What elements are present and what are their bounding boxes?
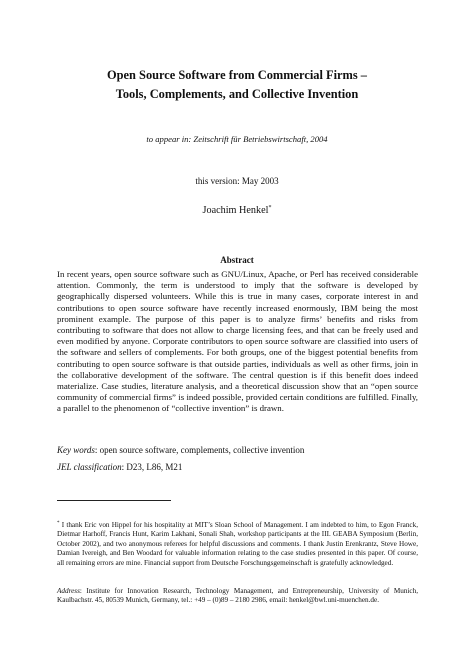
footnote-mark: * <box>57 521 60 526</box>
abstract-body: In recent years, open source software such as GNU/Linux, Apache, or Perl has received considerable attention. Commonly, the term is understood to imply that the software is developed by geographically dispersed volunteers. While this is true in many cases, corporate interest in and contributions to open source software have recently increased enormously, IBM being the most prominent example. The purpose of this paper is to analyze firms’ benefits and risks from contributing to software that does not allow to charge licensing fees, and that can be freely used and even modified by anyone. Corporate contributors to open source software are classified into users of the software and sellers of complements. For both groups, one of the biggest potential benefits from contributing to open source software is that outside parties, individuals as well as other firms, join in the collaborative development of the software. The central question is if this benefit does indeed materialize. Case studies, literature analysis, and a theoretical discussion show that an “open source community of commercial firms” is indeed possible, provided certain conditions are fulfilled. Finally, a parallel to the phenomenon of “collective invention” is drawn. <box>57 269 418 414</box>
footnote-separator <box>57 500 171 501</box>
author-footnote-mark: * <box>268 205 272 211</box>
abstract-heading: Abstract <box>220 255 254 265</box>
version-date: this version: May 2003 <box>195 176 279 186</box>
address-text: : Institute for Innovation Research, Technology Management, and Entrepreneurship, University of Munich, Kaulbachstr. 45, 80539 Munich, Germany, tel.: +49 – (0)89 – 2180 2986, email: henkel@bwl.uni-muenchen.de. <box>57 587 418 605</box>
keywords-label: Key words <box>57 445 95 455</box>
keywords-line <box>57 445 418 456</box>
address-label: Address <box>57 587 80 595</box>
author-line <box>40 205 434 216</box>
author-name: Joachim Henkel <box>202 205 269 216</box>
author-address <box>57 587 418 606</box>
title-line-1: Open Source Software from Commercial Firms – <box>107 68 367 82</box>
title-line-2: Tools, Complements, and Collective Invention <box>115 87 359 101</box>
jel-text: : D23, L86, M21 <box>121 462 183 472</box>
footnote-text: I thank Eric von Hippel for his hospitality at MIT’s Sloan School of Management. I am indebted to him, to Egon Franck, Dietmar Harhoff, Francis Hunt, Karim Lakhani, Sonali Shah, workshop participants at the III. GEABA Symposium (Berlin, October 2002), and two anonymous referees for helpful discussions and comments. I thank Justin Erenkrantz, Steve Howe, Damian Ivereigh, and Ben Woodard for valuable information relating to the case studies presented in this paper. Of course, all remaining errors are mine. Financial support from Deutsche Forschungsgemeinschaft is gratefully acknowledged. <box>57 521 418 567</box>
paper-title <box>40 66 434 104</box>
keywords-text: : open source software, complements, collective invention <box>94 445 305 455</box>
jel-label: JEL classification <box>57 462 122 472</box>
publication-note: to appear in: Zeitschrift für Betriebswirtschaft, 2004 <box>146 134 328 144</box>
jel-line <box>57 462 418 473</box>
acknowledgement-footnote <box>57 519 418 568</box>
